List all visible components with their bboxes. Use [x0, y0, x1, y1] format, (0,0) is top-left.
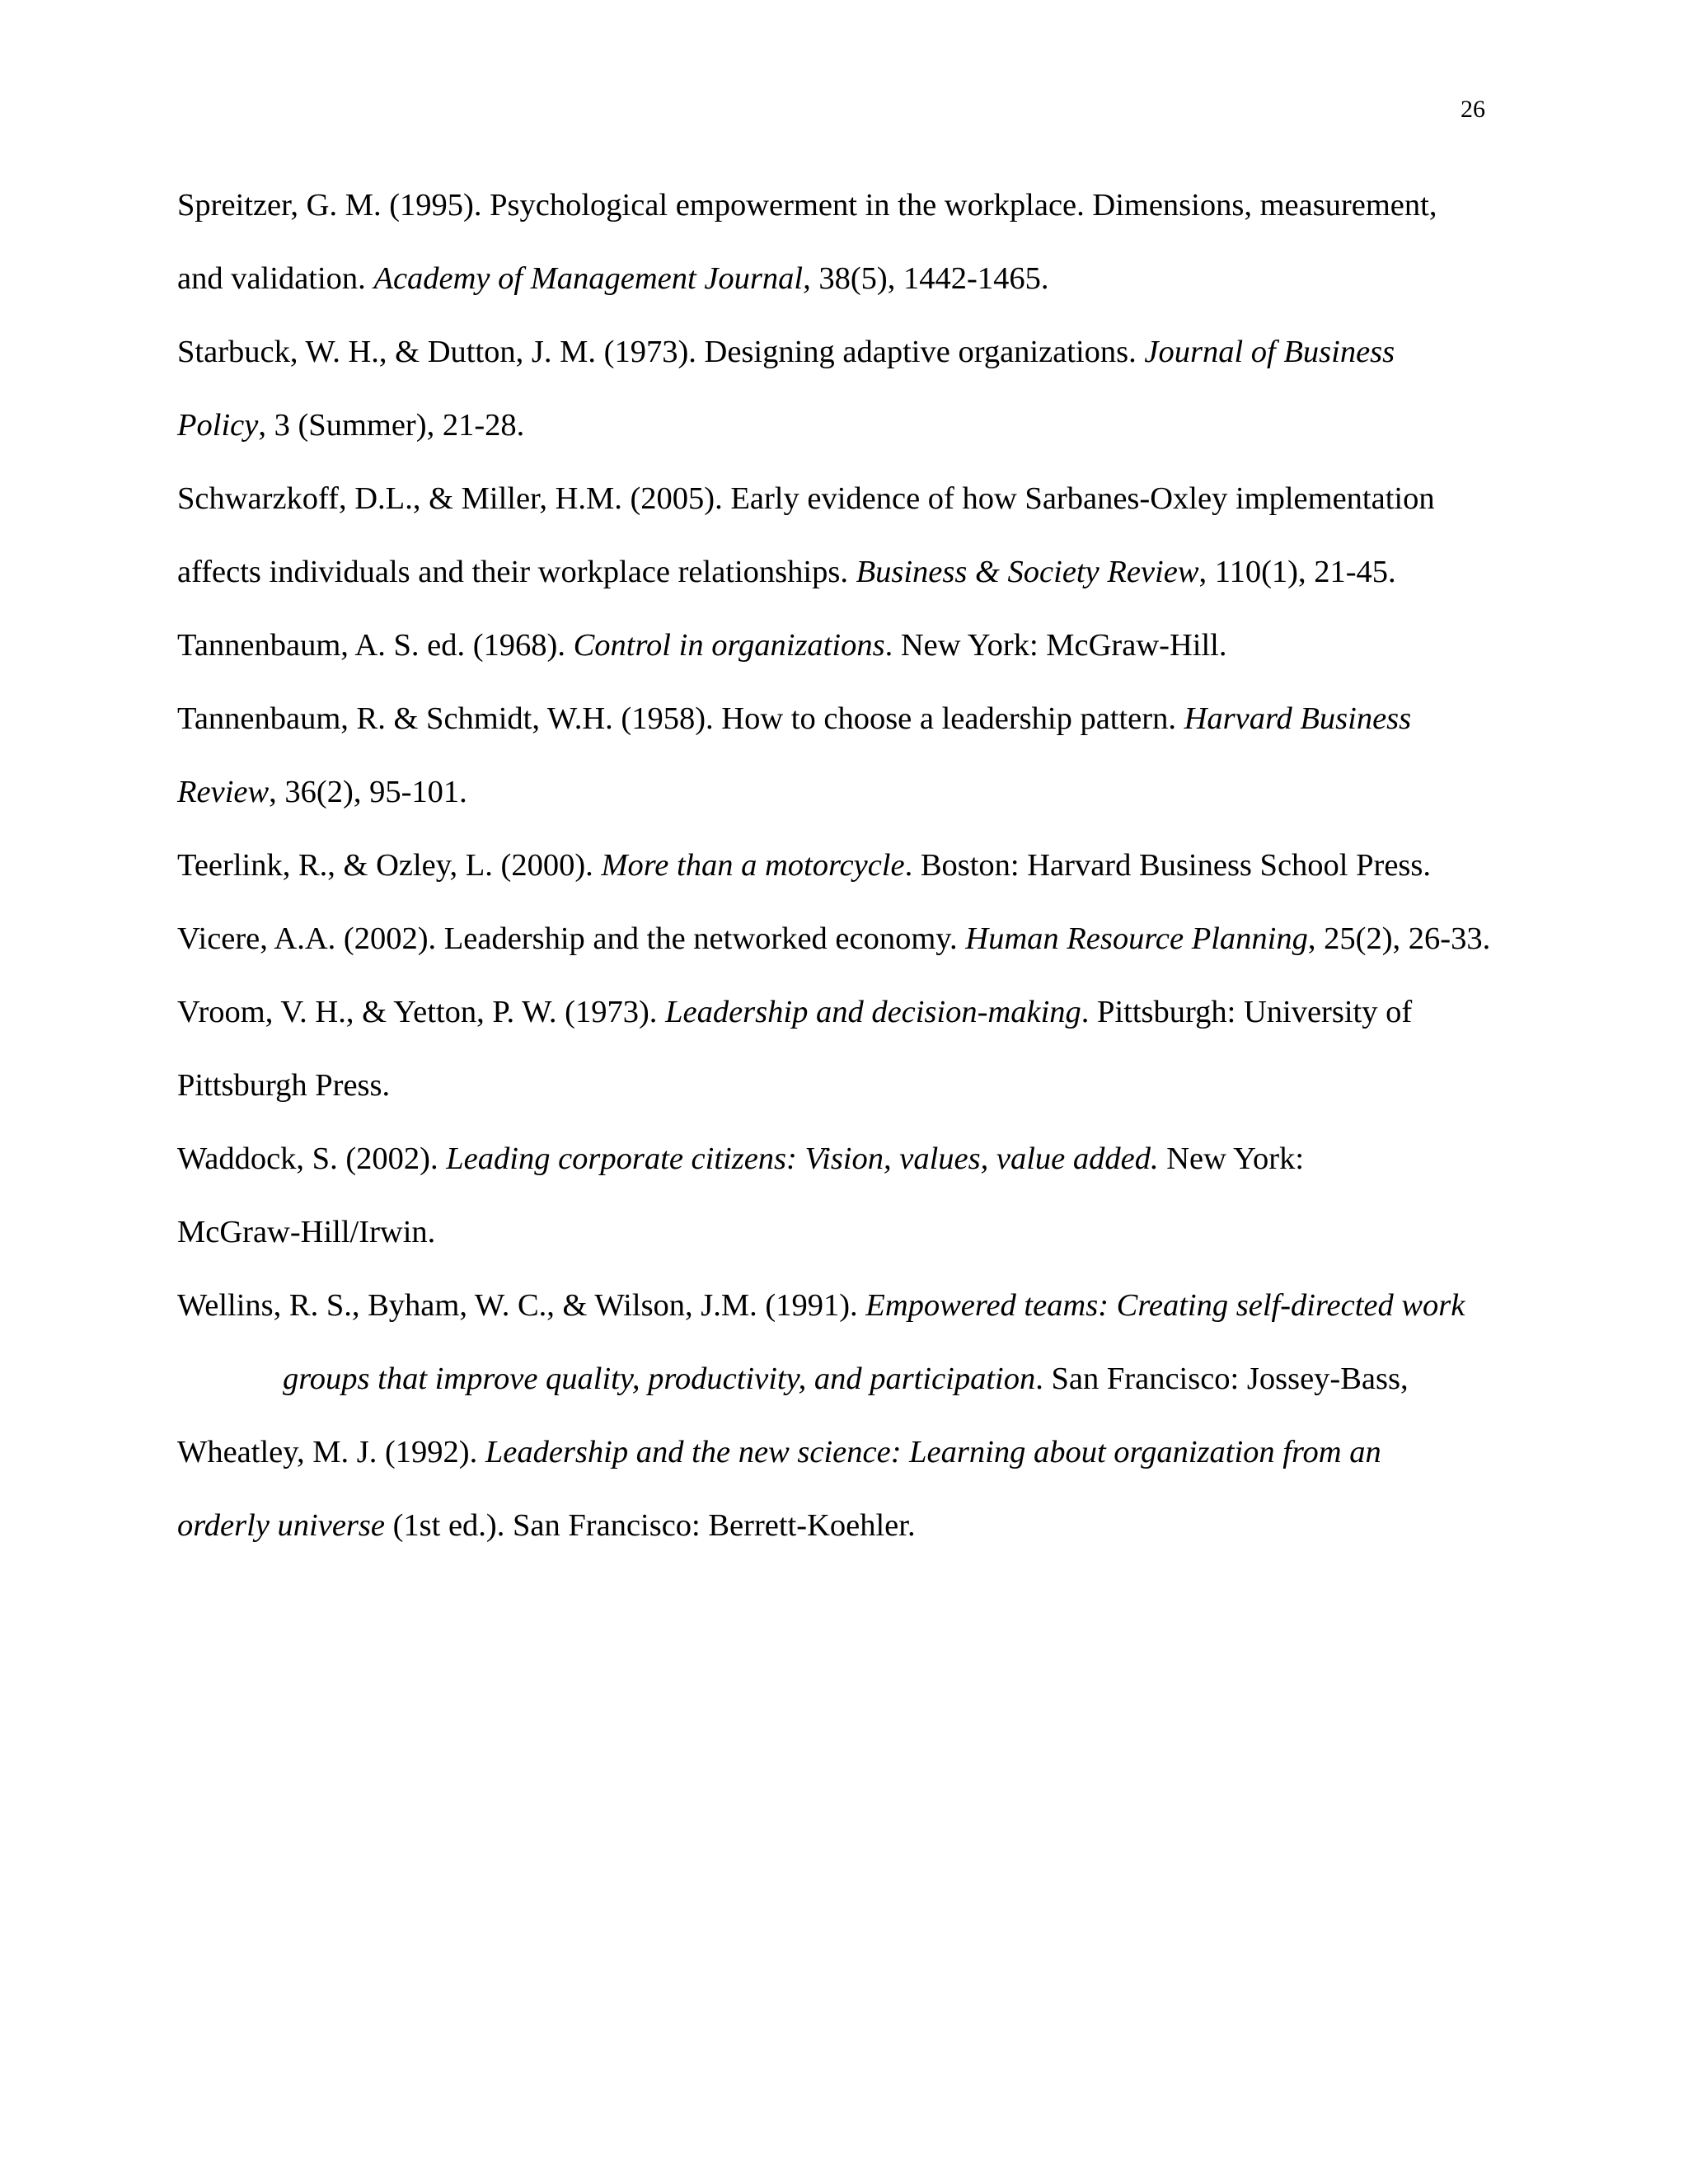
- reference-entry: [177, 829, 1562, 902]
- reference-italic-segment: Control in organizations: [573, 628, 885, 663]
- reference-italic-segment: More than a motorcycle: [601, 848, 905, 883]
- reference-text-segment: Vroom, V. H., & Yetton, P. W. (1973).: [177, 995, 666, 1029]
- reference-text-segment: , 36(2), 95-101.: [269, 775, 467, 809]
- reference-line: [177, 682, 1562, 756]
- reference-entry: [177, 462, 1562, 609]
- reference-text-segment: New York:: [1158, 1141, 1305, 1176]
- reference-text-segment: Pittsburgh Press.: [177, 1068, 391, 1103]
- reference-line: [177, 462, 1562, 536]
- reference-text-segment: McGraw-Hill/Irwin.: [177, 1215, 436, 1249]
- reference-italic-segment: Human Resource Planning: [965, 921, 1308, 956]
- reference-italic-segment: Policy: [177, 408, 259, 443]
- reference-text-segment: and validation.: [177, 261, 374, 296]
- reference-list: [177, 169, 1562, 1563]
- reference-text-segment: 38(5), 1442-1465.: [810, 261, 1049, 296]
- reference-text-segment: Waddock, S. (2002).: [177, 1141, 447, 1176]
- reference-line: [177, 389, 1562, 462]
- reference-line: [177, 976, 1562, 1049]
- reference-line: [177, 316, 1562, 389]
- reference-text-segment: Schwarzkoff, D.L., & Miller, H.M. (2005). Early evidence of how Sarbanes-Oxley implementation: [177, 481, 1435, 516]
- reference-text-segment: , 3 (Summer), 21-28.: [258, 408, 525, 443]
- reference-line: [177, 242, 1562, 316]
- reference-text-segment: Wellins, R. S., Byham, W. C., & Wilson, J.M. (1991).: [177, 1288, 866, 1323]
- reference-text-segment: (1st ed.). San Francisco: Berrett-Koehler.: [384, 1508, 916, 1543]
- reference-text-segment: Tannenbaum, A. S. ed. (1968).: [177, 628, 574, 663]
- reference-text-segment: . Boston: Harvard Business School Press.: [904, 848, 1432, 883]
- reference-italic-segment: groups that improve quality, productivity, and participation: [283, 1361, 1036, 1396]
- reference-line: [177, 1489, 1562, 1563]
- reference-text-segment: Spreitzer, G. M. (1995). Psychological empowerment in the workplace. Dimensions, measurement,: [177, 188, 1437, 223]
- reference-italic-segment: Empowered teams: Creating self-directed work: [865, 1288, 1465, 1323]
- reference-entry: [177, 1416, 1562, 1563]
- reference-line: [177, 1049, 1562, 1122]
- reference-text-segment: , 110(1), 21-45.: [1198, 555, 1396, 589]
- reference-entry: [177, 976, 1562, 1122]
- reference-line: [177, 169, 1562, 242]
- reference-entry: [177, 316, 1562, 462]
- reference-line: [177, 1122, 1562, 1196]
- reference-entry: [177, 609, 1562, 682]
- reference-italic-segment: Leadership and the new science: Learning about organization from an: [485, 1435, 1381, 1469]
- reference-entry: [177, 1269, 1562, 1416]
- reference-line: [276, 1343, 1562, 1416]
- reference-text-segment: Vicere, A.A. (2002). Leadership and the networked economy.: [177, 921, 966, 956]
- reference-line: [177, 829, 1562, 902]
- reference-text-segment: . Pittsburgh: University of: [1081, 995, 1413, 1029]
- reference-italic-segment: Review: [177, 775, 270, 809]
- reference-line: [177, 536, 1562, 609]
- reference-italic-segment: Journal of Business: [1144, 335, 1395, 369]
- reference-line: [177, 1196, 1562, 1269]
- reference-entry: [177, 682, 1562, 829]
- reference-entry: [177, 1122, 1562, 1269]
- reference-entry: [177, 902, 1562, 976]
- reference-text-segment: . New York: McGraw-Hill.: [884, 628, 1227, 663]
- reference-line: [177, 609, 1562, 682]
- reference-italic-segment: Academy of Management Journal,: [373, 261, 811, 296]
- reference-line: [177, 1416, 1562, 1489]
- reference-line: [177, 902, 1562, 976]
- reference-italic-segment: Business & Society Review: [856, 555, 1199, 589]
- reference-line: [177, 1269, 1562, 1343]
- reference-text-segment: , 25(2), 26-33.: [1307, 921, 1491, 956]
- reference-italic-segment: orderly universe: [177, 1508, 385, 1543]
- page-number: 26: [1461, 96, 1485, 123]
- reference-entry: [177, 169, 1562, 316]
- reference-italic-segment: Leadership and decision-making: [665, 995, 1081, 1029]
- reference-text-segment: . San Francisco: Jossey-Bass,: [1035, 1361, 1409, 1396]
- reference-italic-segment: Harvard Business: [1184, 701, 1412, 736]
- reference-text-segment: Tannenbaum, R. & Schmidt, W.H. (1958). How to choose a leadership pattern.: [177, 701, 1184, 736]
- reference-text-segment: affects individuals and their workplace relationships.: [177, 555, 856, 589]
- reference-line: [177, 756, 1562, 829]
- reference-italic-segment: Leading corporate citizens: Vision, values, value added.: [446, 1141, 1159, 1176]
- reference-text-segment: Teerlink, R., & Ozley, L. (2000).: [177, 848, 602, 883]
- reference-text-segment: Wheatley, M. J. (1992).: [177, 1435, 485, 1469]
- reference-text-segment: Starbuck, W. H., & Dutton, J. M. (1973). Designing adaptive organizations.: [177, 335, 1145, 369]
